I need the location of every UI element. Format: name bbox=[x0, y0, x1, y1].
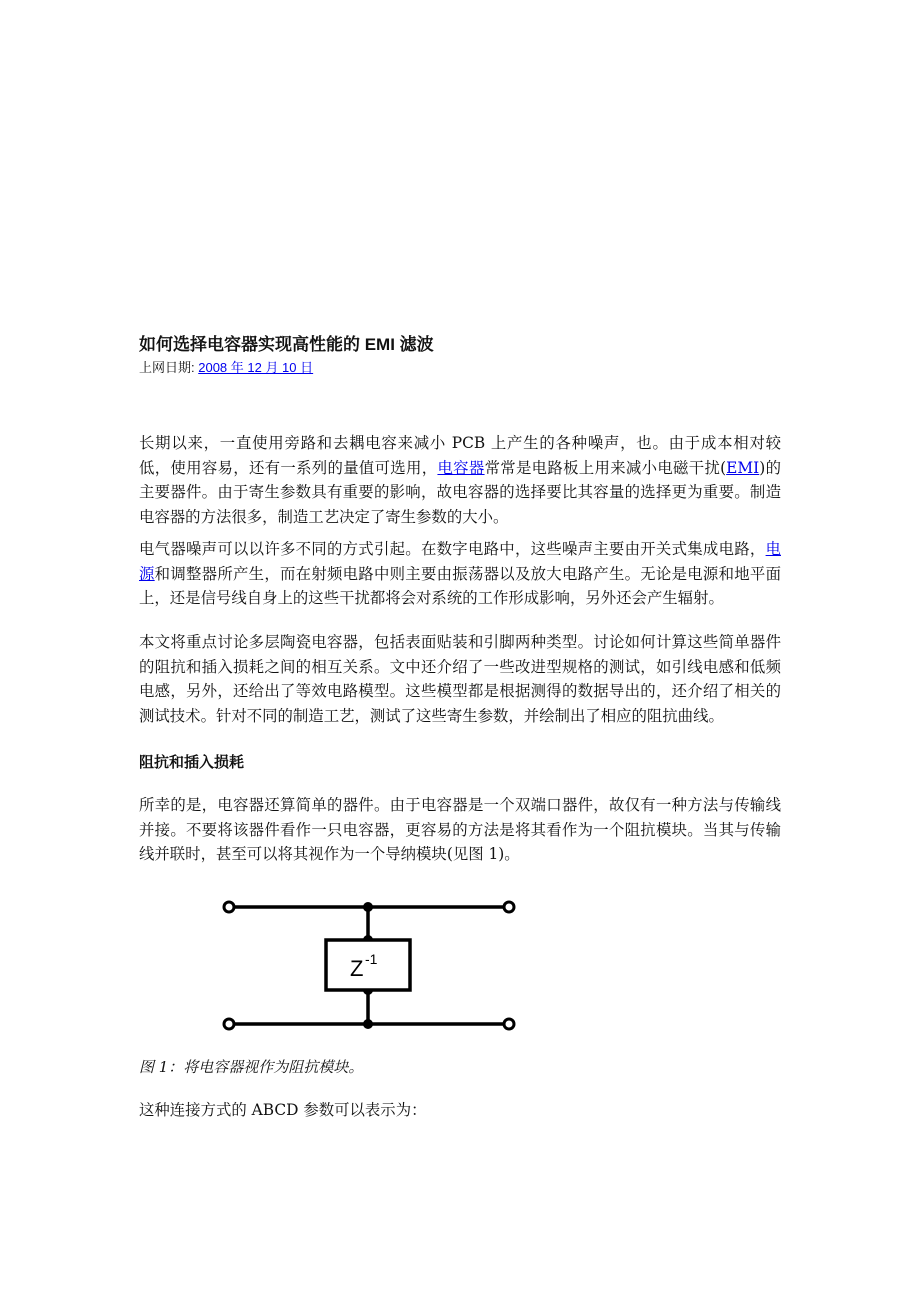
paragraph-4: 所幸的是，电容器还算简单的器件。由于电容器是一个双端口器件，故仅有一种方法与传输线并接。不要将该器件看作一只电容器，更容易的方法是将其看作为一个阻抗模块。当其与传输线并联时，甚至可以将其视作为一个导纳模块(见图 1)。 bbox=[139, 796, 781, 863]
publish-date-line bbox=[139, 357, 313, 376]
terminal-bottom-left bbox=[224, 1019, 234, 1029]
paragraph-1-text-b: 常常是电路板上用来减小电磁干扰( bbox=[484, 458, 727, 477]
paragraph-2 bbox=[139, 537, 781, 611]
paragraph-1 bbox=[139, 431, 781, 529]
date-link[interactable]: 2008 年 12 月 10 日 bbox=[198, 360, 314, 375]
node-top bbox=[363, 902, 373, 912]
paragraph-2-text-b: 和调整器所产生，而在射频电路中则主要由振荡器以及放大电路产生。无论是电源和地平面上，还是信号线自身上的这些干扰都将会对系统的工作形成影响，另外还会产生辐射。 bbox=[139, 564, 781, 607]
block-exponent: -1 bbox=[365, 951, 378, 967]
figure-1-impedance-block bbox=[219, 890, 519, 1040]
node-bottom bbox=[363, 1019, 373, 1029]
paragraph-3: 本文将重点讨论多层陶瓷电容器，包括表面贴装和引脚两种类型。讨论如何计算这些简单器件的阻抗和插入损耗之间的相互关系。文中还介绍了一些改进型规格的测试，如引线电感和低频电感，另外，还给出了等效电路模型。这些模型都是根据测得的数据导出的，还介绍了相关的测试技术。针对不同的制造工艺，测试了这些寄生参数，并绘制出了相应的阻抗曲线。 bbox=[139, 633, 781, 725]
capacitor-link[interactable]: 电容器 bbox=[437, 458, 485, 477]
impedance-block-diagram bbox=[219, 890, 519, 1040]
section-heading-impedance: 阻抗和插入损耗 bbox=[139, 753, 245, 771]
terminal-top-left bbox=[224, 902, 234, 912]
paragraph-2-text-a: 电气器噪声可以以许多不同的方式引起。在数字电路中，这些噪声主要由开关式集成电路， bbox=[139, 540, 766, 558]
figure-1-caption: 图 1：将电容器视作为阻抗模块。 bbox=[139, 1058, 364, 1076]
terminal-bottom-right bbox=[504, 1019, 514, 1029]
block-label: Z bbox=[350, 956, 364, 981]
emi-link[interactable]: EMI bbox=[726, 458, 760, 477]
paragraph-5: 这种连接方式的 ABCD 参数可以表示为： bbox=[139, 1101, 427, 1119]
date-label: 上网日期: bbox=[139, 360, 199, 375]
article-title: 如何选择电容器实现高性能的 EMI 滤波 bbox=[139, 335, 434, 354]
paragraph-1-text-a: 长期以来，一直使用旁路和去耦电容来减小 PCB 上产生的各种噪声，也。由于成本相对较低，使用容易，还有一系列的量值可选用， bbox=[139, 434, 781, 477]
power-link[interactable]: 电源 bbox=[139, 540, 781, 583]
terminal-top-right bbox=[504, 902, 514, 912]
paragraph-1-text-c: )的主要器件。由于寄生参数具有重要的影响，故电容器的选择要比其容量的选择更为重要。制造电容器的方法很多，制造工艺决定了寄生参数的大小。 bbox=[139, 458, 781, 526]
